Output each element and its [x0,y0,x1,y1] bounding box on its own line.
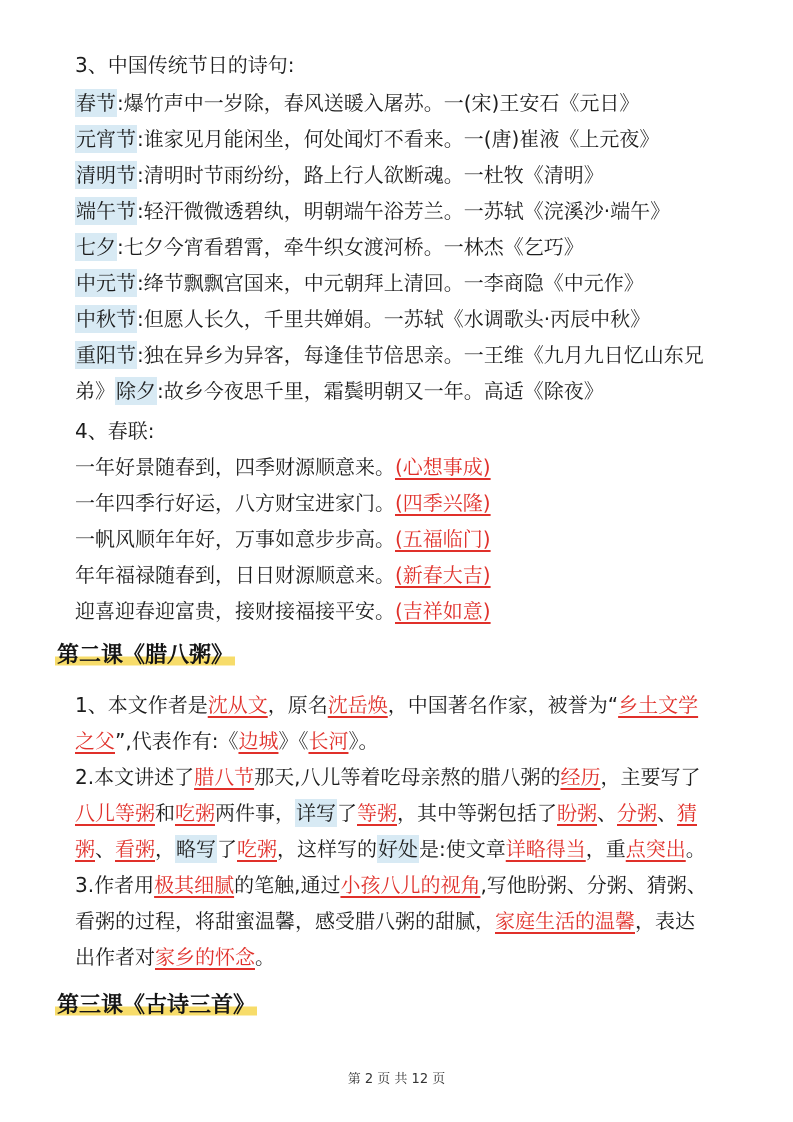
text: 看粥的过程，将甜蜜温馨，感受腊八粥的甜腻， [75,909,495,933]
poem-text: :谁家见月能闲坐，何处闻灯不看来。一(唐)崔液《上元夜》 [137,127,660,151]
couplet-text: 一年四季行好运，八方财宝进家门。 [75,491,395,515]
poem-line [75,122,753,156]
couplet-banner: (新春大吉) [395,563,491,587]
lesson3-title: 第三课《古诗三首》 [57,993,256,1018]
section3-title: 3、中国传统节日的诗句: [75,53,295,77]
text: 两件事， [215,801,295,825]
lesson2-p2-line1 [75,760,753,794]
text: 1、本文作者是 [75,693,208,717]
key-term: 沈岳焕 [327,693,388,717]
festival-label: 清明节 [76,163,136,187]
poem-text: :爆竹声中一岁除，春风送暖入屠苏。一(宋)王安石《元日》 [117,91,640,115]
poem-line [75,338,753,372]
text: ，其中等粥包括了 [397,801,557,825]
poem-line [75,86,753,120]
text: 。 [685,837,706,861]
couplet-line [75,558,753,592]
key-term: 分粥 [617,801,657,825]
couplet-line [75,522,753,556]
key-term: 盼粥 [557,801,597,825]
text: 出作者对 [75,945,155,969]
lesson2-title: 第二课《腊八粥》 [57,643,234,668]
text: ，原名 [267,693,328,717]
text: 的笔触,通过 [234,873,341,897]
poem-line [75,302,753,336]
couplet-text: 年年福禄随春到，日日财源顺意来。 [75,563,395,587]
couplet-text: 一年好景随春到，四季财源顺意来。 [75,455,395,479]
key-term: 家庭生活的温馨 [495,909,635,933]
poem-text: :绛节飘飘宫国来，中元朝拜上清回。一李商隐《中元作》 [137,271,644,295]
key-term: 边城 [238,729,279,753]
poem-text: :但愿人长久，千里共婵娟。一苏轼《水调歌头·丙辰中秋》 [137,307,651,331]
poem-line [75,158,753,192]
key-term: 长河 [308,729,349,753]
text: ，重 [585,837,626,861]
lesson3-heading [55,988,257,1024]
text: ，这样写的 [277,837,377,861]
text: ，主要写了 [600,765,701,789]
text: 2.本文讲述了 [75,765,195,789]
festival-label: 中元节 [76,271,136,295]
lesson2-p3-line3 [75,940,753,974]
text: ，中国著名作家，被誉为“ [387,693,619,717]
text: 、 [597,801,617,825]
key-term: 沈从文 [207,693,268,717]
page-footer: 第 2 页 共 12 页 [347,1072,446,1087]
highlight-term: 详写 [296,801,336,825]
key-term: 吃粥 [237,837,277,861]
key-term: 家乡的怀念 [155,945,255,969]
festival-label: 中秋节 [76,307,136,331]
couplet-line [75,594,753,628]
key-term: 点突出 [625,837,686,861]
text: ,写他盼粥、分粥、猜粥、 [480,873,707,897]
key-term: 猜 [677,801,697,825]
text: 3.作者用 [75,873,155,897]
festival-label: 春节 [76,91,116,115]
lesson2-p3-line2 [75,904,753,938]
poem-line [75,266,753,300]
text: ”,代表作有:《 [115,729,239,753]
couplet-banner: (四季兴隆) [395,491,491,515]
highlight-term: 好处 [378,837,418,861]
key-term: 详略得当 [505,837,586,861]
poem-text: :轻汗微微透碧纨，明朝端午浴芳兰。一苏轼《浣溪沙·端午》 [137,199,671,223]
couplet-line [75,450,753,484]
text: 了 [337,801,357,825]
key-term: 等粥 [357,801,397,825]
lesson2-p1-line2 [75,724,753,758]
poem-wrap-prefix: 弟》 [75,379,115,403]
text: 和 [155,801,175,825]
key-term: 经历 [560,765,601,789]
text: 是:使文章 [419,837,506,861]
text: ， [155,837,175,861]
lesson2-p3-line1 [75,868,753,902]
section4-title: 4、春联: [75,419,155,443]
couplet-line [75,486,753,520]
text: 》。 [348,729,379,753]
couplet-text: 一帆风顺年年好，万事如意步步高。 [75,527,395,551]
text: ，表达 [635,909,695,933]
key-term: 看粥 [115,837,155,861]
text: 那天,八儿等着吃母亲熬的腊八粥的 [254,765,561,789]
poem-line [75,230,753,264]
key-term: 八儿等粥 [75,801,155,825]
festival-label: 除夕 [116,379,156,403]
key-term: 吃粥 [175,801,215,825]
key-term: 粥 [75,837,95,861]
festival-label: 重阳节 [76,343,136,367]
poem-text: :故乡今夜思千里，霜鬓明朝又一年。高适《除夜》 [157,379,604,403]
lesson2-heading [55,638,235,674]
text: 。 [255,945,275,969]
text: 》《 [278,729,309,753]
couplet-text: 迎喜迎春迎富贵，接财接福接平安。 [75,599,395,623]
text: 、 [95,837,115,861]
key-term: 之父 [75,729,115,753]
couplet-banner: (吉祥如意) [395,599,491,623]
couplet-banner: (五福临门) [395,527,491,551]
key-term: 乡土文学 [618,693,699,717]
text: 了 [217,837,237,861]
couplet-banner: (心想事成) [395,455,491,479]
lesson2-p2-line3 [75,832,753,866]
lesson2-p1-line1 [75,688,753,722]
festival-label: 七夕 [76,235,116,259]
lesson2-p2-line2 [75,796,753,830]
poem-line [75,374,753,408]
key-term: 小孩八儿的视角 [340,873,481,897]
poem-text: :独在异乡为异客，每逢佳节倍思亲。一王维《九月九日忆山东兄 [137,343,704,367]
key-term: 腊八节 [194,765,255,789]
key-term: 极其细腻 [154,873,235,897]
poem-line [75,194,753,228]
poem-text: :清明时节雨纷纷，路上行人欲断魂。一杜牧《清明》 [137,163,604,187]
poem-text: :七夕今宵看碧霄，牵牛织女渡河桥。一林杰《乞巧》 [117,235,584,259]
text: 、 [657,801,677,825]
festival-label: 元宵节 [76,127,136,151]
festival-label: 端午节 [76,199,136,223]
highlight-term: 略写 [176,837,216,861]
